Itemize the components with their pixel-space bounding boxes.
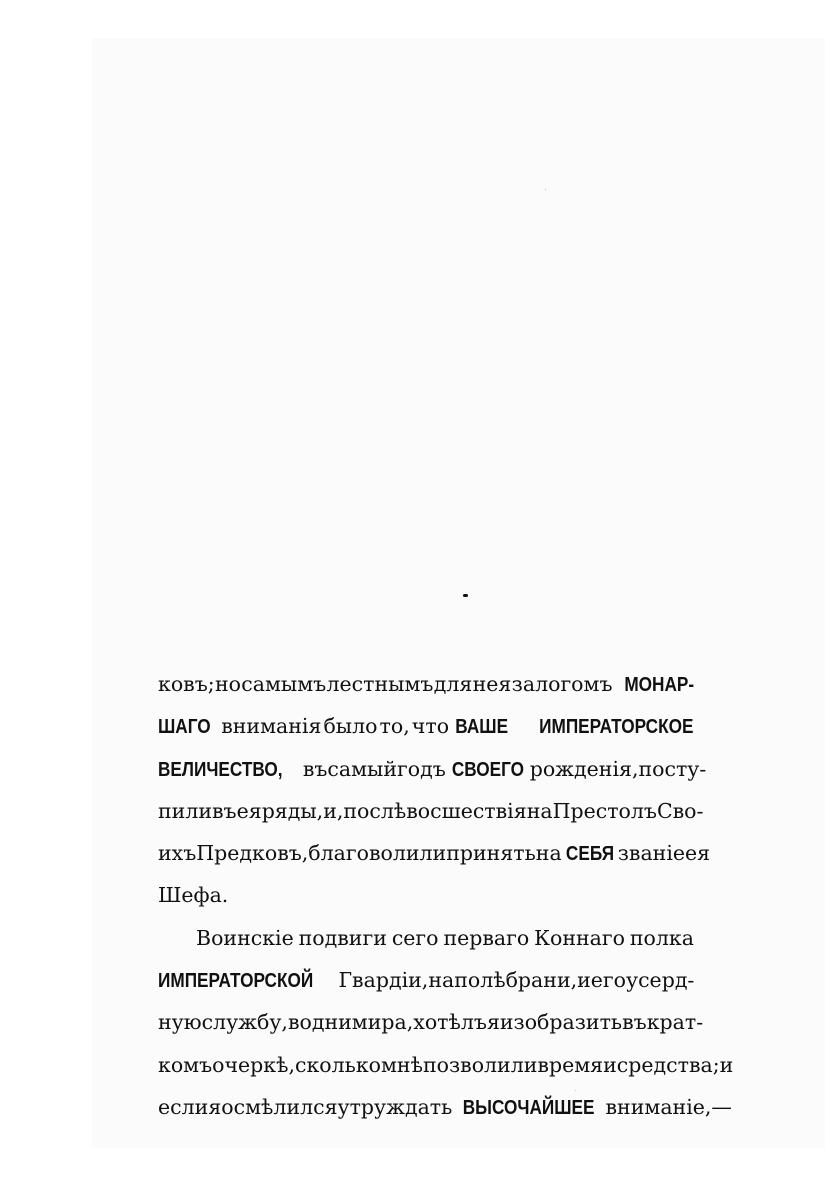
text-line — [158, 790, 704, 832]
word: МОНАР- — [624, 674, 694, 696]
word: очеркѣ, — [212, 1052, 295, 1077]
word: ВАШЕ — [455, 716, 509, 739]
word: пили — [158, 798, 213, 823]
word: для — [433, 672, 473, 696]
word: Гвардіи, — [338, 968, 429, 993]
word: благоволили — [308, 841, 447, 866]
word: ШАГО — [158, 716, 211, 739]
word: на — [535, 841, 562, 866]
word: если — [158, 1094, 209, 1119]
word: утруждать — [337, 1094, 453, 1119]
ink-speck — [463, 594, 468, 597]
word: рожденія, — [529, 756, 639, 781]
word: во — [287, 1010, 312, 1035]
text-line — [158, 832, 711, 874]
body-text — [158, 663, 734, 1128]
word: вниманія — [221, 714, 322, 739]
word: сколько — [295, 1052, 381, 1077]
word: подвиги — [298, 925, 387, 950]
word: ИМПЕРАТОРСКОЙ — [158, 970, 314, 993]
word: послѣ — [343, 798, 407, 823]
word: Предковъ, — [196, 841, 309, 866]
word: залогомъ — [511, 672, 613, 696]
word: дни — [311, 1010, 352, 1035]
word: хотѣлъ — [413, 1010, 487, 1035]
word: званіе — [617, 841, 686, 866]
word: въ — [302, 756, 328, 781]
word: ея — [685, 841, 711, 866]
word: я — [208, 1094, 222, 1119]
word: вниманіе, — [605, 1094, 712, 1119]
text-line — [158, 874, 694, 916]
word: ея — [236, 798, 262, 823]
word: Шефа. — [158, 883, 229, 908]
word: перваго — [443, 925, 530, 950]
word: въ — [622, 1010, 647, 1035]
word: было — [323, 714, 378, 739]
text-line — [158, 1044, 734, 1086]
word: ковъ; — [158, 672, 215, 696]
word: ВЫСОЧАЙШЕЕ — [463, 1096, 595, 1119]
word: полѣ — [454, 968, 506, 993]
word: мнѣ — [380, 1052, 423, 1077]
word: ИМПЕРАТОРСКОЕ — [539, 716, 694, 739]
word: что — [411, 714, 450, 739]
word: самымъ — [241, 672, 327, 696]
word: въ — [212, 798, 237, 823]
word: ихъ — [158, 841, 197, 866]
word: усерд- — [626, 968, 695, 993]
word: ВЕЛИЧЕСТВО, — [158, 758, 283, 781]
word: принять — [446, 841, 536, 866]
word: Сво- — [656, 798, 704, 823]
text-line — [158, 705, 694, 747]
word: нея — [472, 672, 512, 696]
text-line — [158, 959, 694, 1001]
word: ную — [158, 1010, 202, 1035]
word: его — [590, 968, 627, 993]
word: на — [428, 968, 455, 993]
word: я — [486, 1010, 500, 1035]
text-line — [158, 1001, 704, 1043]
word: полка — [629, 925, 694, 950]
word: позволили — [422, 1052, 538, 1077]
text-line — [158, 917, 694, 959]
text-line — [158, 663, 694, 705]
word: Престолъ — [552, 798, 657, 823]
paragraph — [158, 917, 734, 1128]
word: то, — [379, 714, 410, 739]
word: время — [537, 1052, 604, 1077]
paragraph — [158, 663, 711, 917]
word: и, — [323, 798, 344, 823]
word: лестнымъ — [326, 672, 434, 696]
word: но — [214, 672, 241, 696]
word: восшествія — [406, 798, 527, 823]
word: Воинскіе — [196, 925, 294, 950]
word: комъ — [158, 1052, 213, 1077]
word: сего — [391, 925, 439, 950]
word: мира, — [351, 1010, 414, 1035]
ink-speck — [545, 189, 546, 190]
word: крат- — [646, 1010, 704, 1035]
word: осмѣлился — [221, 1094, 338, 1119]
text-line — [158, 748, 707, 790]
word: СЕБЯ — [565, 843, 614, 866]
word: самый — [327, 756, 398, 781]
word: брани, — [505, 968, 578, 993]
word: на — [526, 798, 553, 823]
word: и — [577, 968, 591, 993]
word: — — [711, 1094, 732, 1119]
word: изобразить — [499, 1010, 623, 1035]
word: и — [603, 1052, 617, 1077]
word: и — [719, 1052, 734, 1077]
word: годъ — [397, 756, 446, 781]
word: службу, — [201, 1010, 288, 1035]
text-line — [158, 1086, 732, 1128]
word: посту- — [638, 756, 707, 781]
word: средства; — [616, 1052, 720, 1077]
word: СВОЕГО — [451, 758, 524, 781]
word: Коннаго — [534, 925, 625, 950]
word: ряды, — [261, 798, 324, 823]
